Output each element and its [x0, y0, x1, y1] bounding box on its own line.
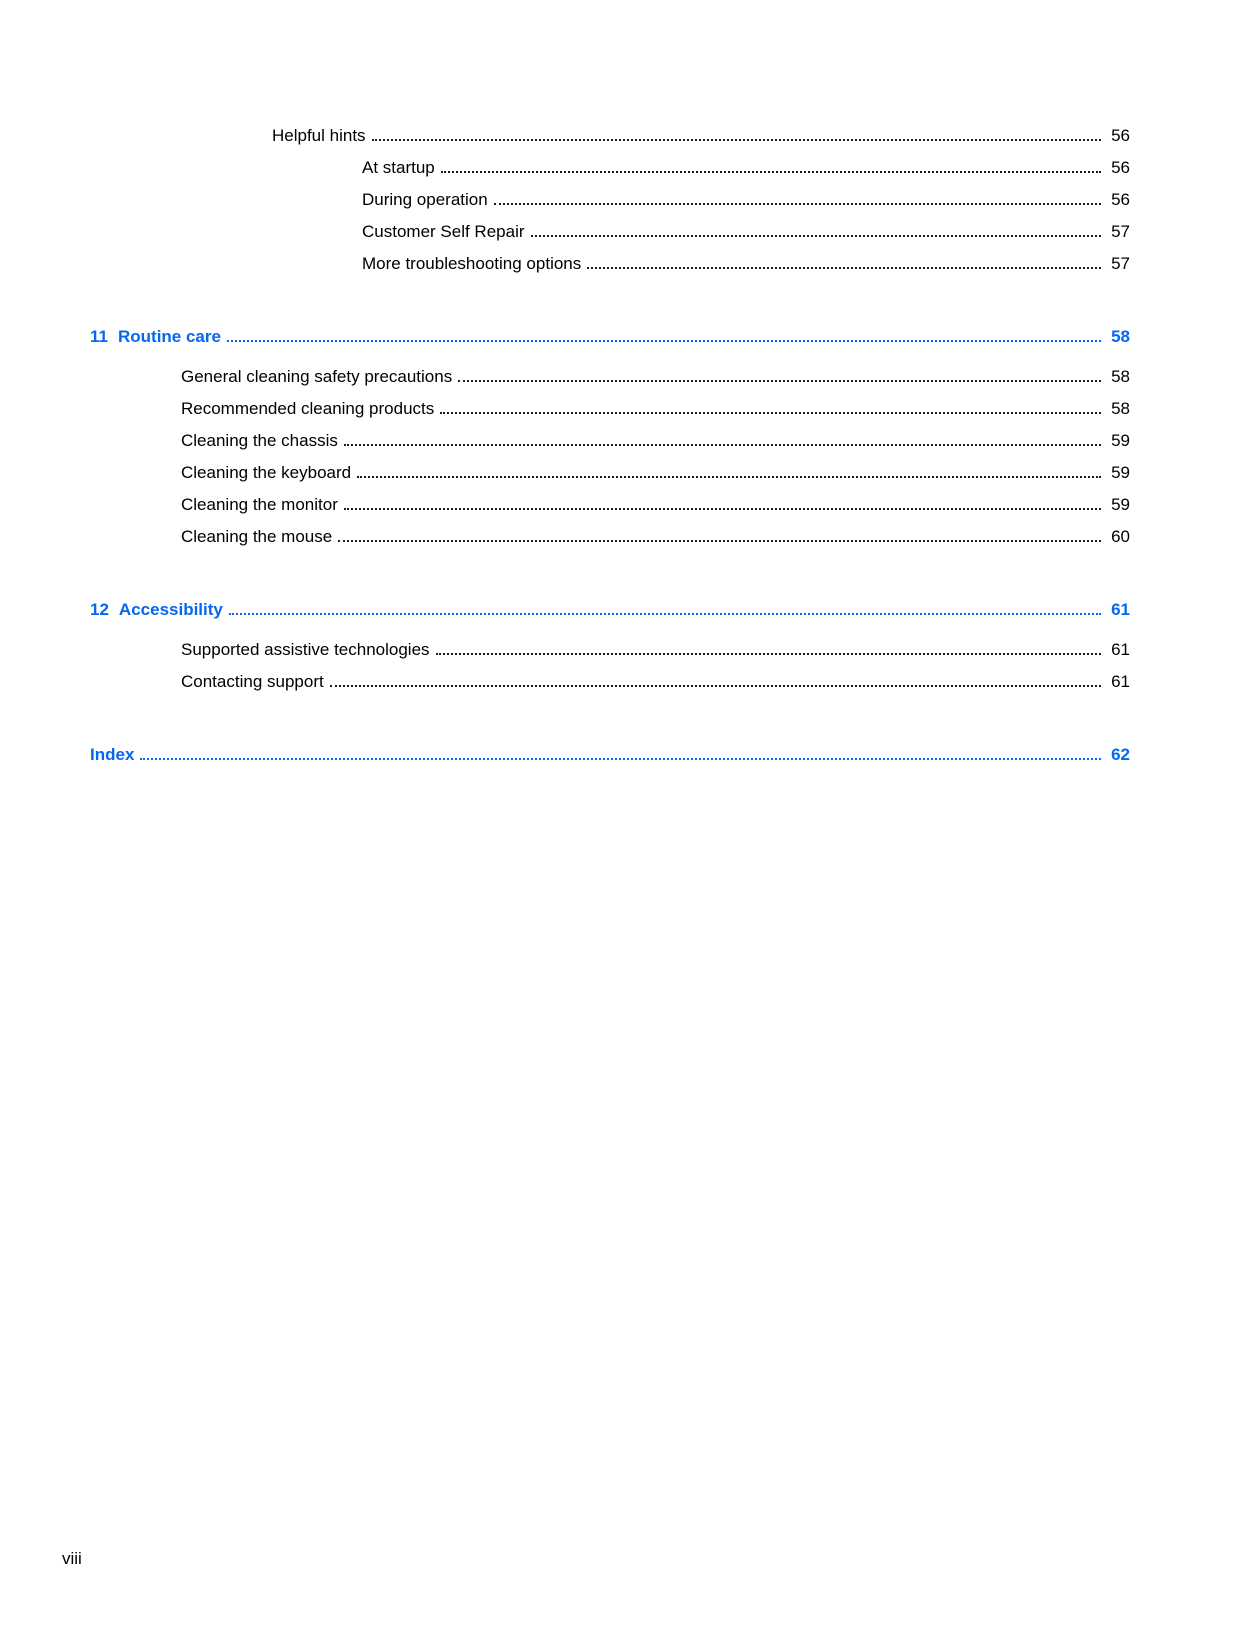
chapter-title: Index	[90, 745, 135, 764]
toc-entry-supported-assistive-technologies[interactable]	[90, 634, 1130, 666]
toc-entry-page: 58	[1111, 399, 1130, 418]
dotted-leader	[372, 139, 1102, 141]
toc-entry-cleaning-the-keyboard[interactable]	[90, 457, 1130, 489]
toc-chapter-routine-care[interactable]	[90, 321, 1130, 353]
toc-entry-page: 57	[1111, 254, 1130, 273]
dotted-leader	[344, 508, 1101, 510]
dotted-leader	[494, 203, 1101, 205]
toc-entry-page: 60	[1111, 527, 1130, 546]
toc-entry-label: Recommended cleaning products	[181, 399, 435, 418]
chapter-title: Accessibility	[118, 600, 223, 619]
table-of-contents	[90, 120, 1130, 779]
chapter-page: 61	[1111, 600, 1130, 619]
dotted-leader	[440, 412, 1101, 414]
toc-entry-page: 59	[1111, 431, 1130, 450]
toc-entry-customer-self-repair[interactable]	[90, 216, 1130, 248]
dotted-leader	[441, 171, 1101, 173]
dotted-leader	[229, 613, 1101, 615]
toc-entry-label: Contacting support	[181, 672, 324, 691]
dotted-leader	[338, 540, 1101, 542]
toc-entry-page: 61	[1111, 672, 1130, 691]
dotted-leader	[330, 685, 1101, 687]
toc-entry-label: Customer Self Repair	[362, 222, 525, 241]
toc-entry-cleaning-the-mouse[interactable]	[90, 521, 1130, 553]
toc-entry-label: Cleaning the mouse	[181, 527, 333, 546]
toc-entry-general-cleaning-safety-precautions[interactable]	[90, 361, 1130, 393]
dotted-leader	[357, 476, 1101, 478]
dotted-leader	[531, 235, 1102, 237]
toc-entry-label: Cleaning the monitor	[181, 495, 338, 514]
toc-entry-label: At startup	[362, 158, 435, 177]
chapter-page: 58	[1111, 327, 1130, 346]
toc-entry-label: Cleaning the keyboard	[181, 463, 352, 482]
toc-entry-recommended-cleaning-products[interactable]	[90, 393, 1130, 425]
dotted-leader	[344, 444, 1101, 446]
dotted-leader	[140, 758, 1101, 760]
chapter-number: 11	[90, 327, 108, 346]
toc-entry-during-operation[interactable]	[90, 184, 1130, 216]
toc-entry-contacting-support[interactable]	[90, 666, 1130, 698]
toc-entry-page: 57	[1111, 222, 1130, 241]
toc-entry-page: 58	[1111, 367, 1130, 386]
toc-entry-page: 59	[1111, 463, 1130, 482]
toc-entry-helpful-hints[interactable]	[90, 120, 1130, 152]
toc-entry-cleaning-the-monitor[interactable]	[90, 489, 1130, 521]
dotted-leader	[458, 380, 1101, 382]
dotted-leader	[227, 340, 1101, 342]
chapter-page: 62	[1111, 745, 1130, 764]
dotted-leader	[587, 267, 1101, 269]
toc-chapter-accessibility[interactable]	[90, 594, 1130, 626]
toc-entry-at-startup[interactable]	[90, 152, 1130, 184]
toc-chapter-index[interactable]	[90, 739, 1130, 771]
dotted-leader	[436, 653, 1102, 655]
toc-entry-page: 61	[1111, 640, 1130, 659]
toc-entry-label: During operation	[362, 190, 488, 209]
toc-entry-page: 56	[1111, 158, 1130, 177]
toc-entry-page: 56	[1111, 190, 1130, 209]
toc-entry-label: Supported assistive technologies	[181, 640, 430, 659]
toc-entry-cleaning-the-chassis[interactable]	[90, 425, 1130, 457]
chapter-title: Routine care	[117, 327, 221, 346]
toc-entry-page: 56	[1111, 126, 1130, 145]
page-number-footer: viii	[62, 1549, 82, 1568]
toc-entry-label: Cleaning the chassis	[181, 431, 338, 450]
toc-entry-page: 59	[1111, 495, 1130, 514]
toc-entry-label: More troubleshooting options	[362, 254, 582, 273]
chapter-number: 12	[90, 600, 109, 619]
toc-entry-more-troubleshooting-options[interactable]	[90, 248, 1130, 280]
toc-entry-label: General cleaning safety precautions	[181, 367, 453, 386]
toc-entry-label: Helpful hints	[272, 126, 366, 145]
